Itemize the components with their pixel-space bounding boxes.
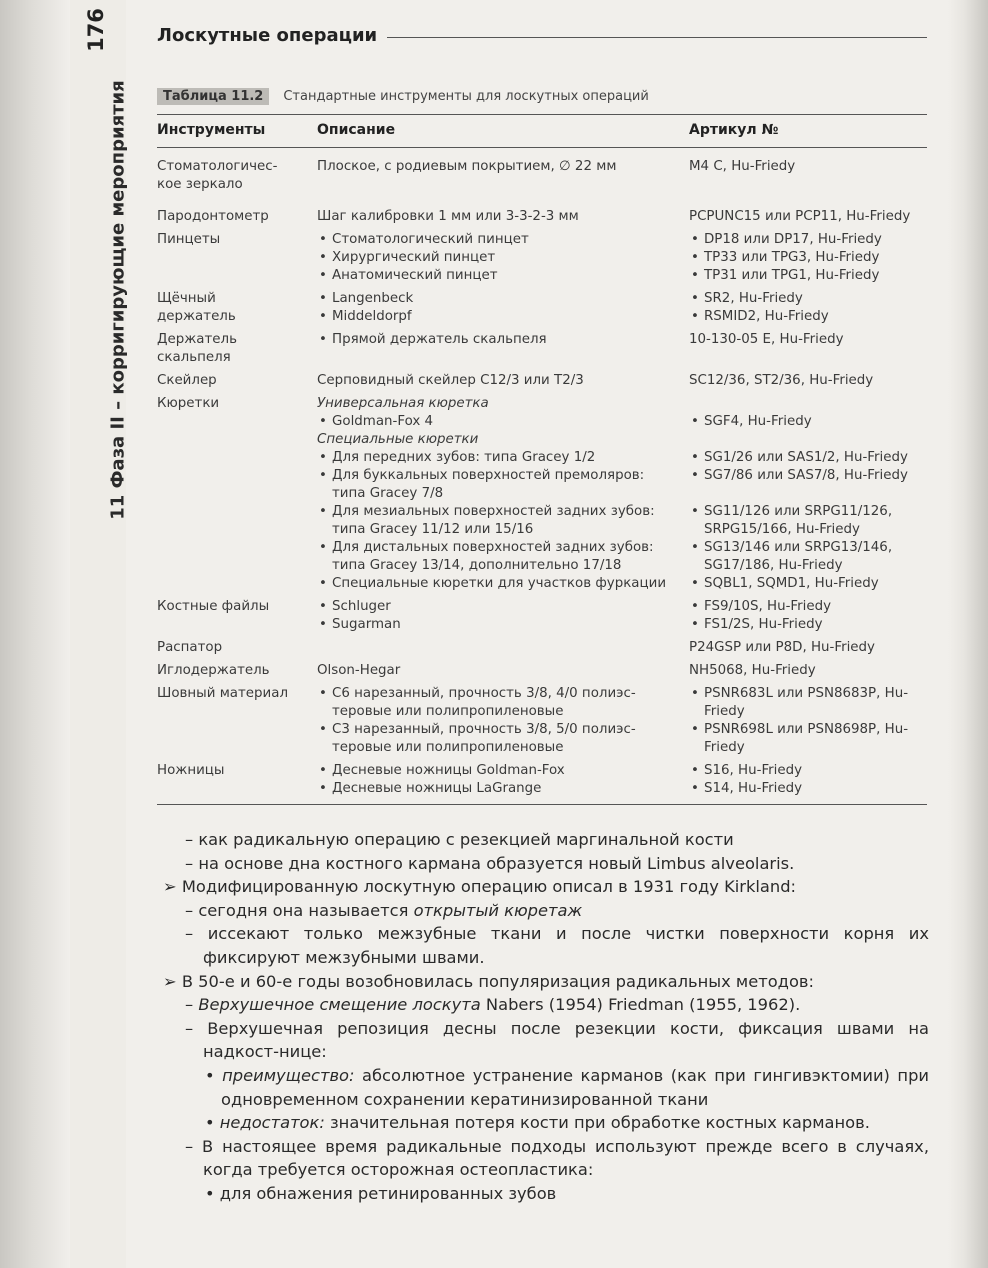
table-row <box>157 198 927 230</box>
instrument-description <box>317 198 689 230</box>
table-label: Таблица 11.2 <box>157 88 269 105</box>
article-number <box>689 684 927 761</box>
bullet-item: • Для мезиальных поверхностей задних зубов: типа Gracey 11/12 или 15/16 <box>317 503 671 539</box>
cell-line: P24GSP или P8D, Hu-Friedy <box>689 640 875 655</box>
emphasis: открытый кюретаж <box>413 900 583 920</box>
bullet-item: • SG1/26 или SAS1/2, Hu-Friedy <box>689 449 927 467</box>
text-run: абсолютное устранение карманов (как при гингивэктомии) при одновременном сохранении кератинизированной ткани <box>221 1065 929 1109</box>
text-run: • <box>205 1113 220 1133</box>
emphasis: преимущество: <box>222 1065 355 1085</box>
text-run: – как радикальную операцию с резекцией маргинальной кости <box>185 830 734 849</box>
cell-line <box>689 395 927 413</box>
bullet-item: • Стоматологический пинцет <box>317 231 671 249</box>
instrument-name: Распатор <box>157 640 223 655</box>
body-paragraph <box>157 828 929 852</box>
article-number <box>689 330 927 371</box>
bullet-item: • S14, Hu-Friedy <box>689 780 927 798</box>
bullet-item: • Для буккальных поверхностей премоляров: типа Gracey 7/8 <box>317 467 671 503</box>
cell-line: SC12/36, ST2/36, Hu-Friedy <box>689 373 874 388</box>
bullet-item: • Хирургический пинцет <box>317 249 671 267</box>
table-row <box>157 684 927 761</box>
running-title: Лоскутные операции <box>157 24 378 46</box>
article-number <box>689 394 927 597</box>
text-run: • <box>205 1065 223 1085</box>
instrument-name: Кюретки <box>157 396 220 411</box>
bullet-item: • SR2, Hu-Friedy <box>689 290 927 308</box>
instrument-name: Держатель скальпеля <box>157 332 237 365</box>
bullet-item: • SGF4, Hu-Friedy <box>689 413 927 431</box>
table-row <box>157 330 927 371</box>
text-run: ➢ Модифицированную лоскутную операцию описал в 1931 году Kirkland: <box>163 877 797 897</box>
instrument-description <box>317 684 689 761</box>
bullet-item: • S16, Hu-Friedy <box>689 762 927 780</box>
bullet-item: • C6 нарезанный, прочность 3/8, 4/0 полиэс-теровые или полипропиленовые <box>317 685 671 721</box>
article-number <box>689 661 927 684</box>
body-paragraph <box>157 1017 929 1064</box>
emphasis: недостаток: <box>219 1113 325 1133</box>
bullet-item: • Анатомический пинцет <box>317 267 671 285</box>
instrument-name: Иглодержатель <box>157 663 270 678</box>
table-row <box>157 761 927 805</box>
cell-line: Плоское, с родиевым покрытием, ∅ 22 мм <box>317 159 617 174</box>
body-paragraph <box>157 875 929 899</box>
instrument-name: Шовный материал <box>157 686 289 701</box>
cell-line: Шаг калибровки 1 мм или 3-3-2-3 мм <box>317 209 579 224</box>
article-number <box>689 230 927 289</box>
instrument-description <box>317 230 689 289</box>
article-number <box>689 638 927 661</box>
bullet-item: • Десневые ножницы Goldman-Fox <box>317 762 671 780</box>
table-row <box>157 661 927 684</box>
bullet-item: • TP33 или TPG3, Hu-Friedy <box>689 249 927 267</box>
text-run: – В настоящее время радикальные подходы используют прежде всего в случаях, когда требуется осторожная остеопластика: <box>185 1136 929 1180</box>
page-edge-shadow <box>948 0 988 1268</box>
text-run: – на основе дна костного кармана образуется новый Limbus alveolaris. <box>185 853 795 873</box>
bullet-item: • PSNR683L или PSN8683P, Hu-Friedy <box>689 685 927 721</box>
instrument-description <box>317 371 689 394</box>
header-article: Артикул № <box>689 115 927 148</box>
bullet-item: • SG11/126 или SRPG11/126, SRPG15/166, Hu-Friedy <box>689 503 927 539</box>
instrument-description <box>317 597 689 638</box>
cell-line: NH5068, Hu-Friedy <box>689 663 816 678</box>
bullet-item: • SG13/146 или SRPG13/146, SG17/186, Hu-Friedy <box>689 539 927 575</box>
instrument-description <box>317 761 689 805</box>
instrument-description <box>317 394 689 597</box>
table-row <box>157 597 927 638</box>
bullet-item: • SQBL1, SQMD1, Hu-Friedy <box>689 575 927 593</box>
running-header <box>157 20 927 50</box>
body-text <box>157 828 929 1206</box>
cell-line: M4 C, Hu-Friedy <box>689 159 796 174</box>
article-number <box>689 198 927 230</box>
bullet-item: • Schluger <box>317 598 671 616</box>
cell-line: Olson-Hegar <box>317 663 401 678</box>
article-number <box>689 371 927 394</box>
cell-line: 10-130-05 E, Hu-Friedy <box>689 332 844 347</box>
article-number <box>689 597 927 638</box>
bullet-item: • Goldman-Fox 4 <box>317 413 671 431</box>
text-run: • для обнажения ретинированных зубов <box>205 1183 557 1203</box>
instrument-name: Костные файлы <box>157 599 270 614</box>
text-run: – <box>185 995 199 1015</box>
header-rule <box>387 37 927 38</box>
instrument-name: Пародонтометр <box>157 209 269 224</box>
instrument-name: Стоматологичес-кое зеркало <box>157 159 278 192</box>
bullet-item: • SG7/86 или SAS7/8, Hu-Friedy <box>689 467 927 503</box>
emphasis: Верхушечное смещение лоскута <box>198 995 481 1015</box>
table-row <box>157 289 927 330</box>
instruments-table <box>157 114 927 805</box>
cell-line <box>689 431 927 449</box>
bullet-item: • DP18 или DP17, Hu-Friedy <box>689 231 927 249</box>
instrument-name: Пинцеты <box>157 232 221 247</box>
table-row <box>157 371 927 394</box>
bullet-item: • Специальные кюретки для участков фуркации <box>317 575 671 593</box>
article-number <box>689 289 927 330</box>
table-row <box>157 230 927 289</box>
cell-line: Серповидный скейлер C12/3 или T2/3 <box>317 373 584 388</box>
instrument-name: Скейлер <box>157 373 217 388</box>
body-paragraph <box>157 1064 929 1111</box>
instrument-name: Ножницы <box>157 761 317 805</box>
subheading: Универсальная кюретка <box>317 396 489 411</box>
bullet-item: • Middeldorpf <box>317 308 671 326</box>
bullet-item: • PSNR698L или PSN8698P, Hu-Friedy <box>689 721 927 757</box>
body-paragraph <box>157 970 929 994</box>
bullet-item: • FS1/2S, Hu-Friedy <box>689 616 927 634</box>
text-run: – иссекают только межзубные ткани и после чистки поверхности корня их фиксируют межзубными швами. <box>185 924 929 967</box>
instrument-description <box>317 330 689 371</box>
bullet-item: • Sugarman <box>317 616 671 634</box>
table-body <box>157 148 927 805</box>
chapter-tab: 11 Фаза II – корригирующие мероприятия <box>107 80 129 520</box>
body-paragraph <box>157 1135 929 1182</box>
body-paragraph <box>157 1111 929 1135</box>
table-row <box>157 394 927 597</box>
table-row <box>157 638 927 661</box>
table-caption-text: Стандартные инструменты для лоскутных операций <box>283 88 649 104</box>
bullet-item: • Для передних зубов: типа Gracey 1/2 <box>317 449 671 467</box>
bullet-item: • Десневые ножницы LaGrange <box>317 780 671 798</box>
bullet-item: • TP31 или TPG1, Hu-Friedy <box>689 267 927 285</box>
page-gutter-shadow <box>0 0 70 1268</box>
cell-line: PCPUNC15 или PCP11, Hu-Friedy <box>689 209 911 224</box>
body-paragraph <box>157 852 929 876</box>
table-header-row <box>157 115 927 148</box>
header-instruments: Инструменты <box>157 115 317 148</box>
body-paragraph <box>157 1182 929 1206</box>
instrument-name: Щёчный держатель <box>157 291 236 324</box>
bullet-item: • Для дистальных поверхностей задних зубов: типа Gracey 13/14, дополнительно 17/18 <box>317 539 671 575</box>
header-description: Описание <box>317 115 689 148</box>
bullet-item: • RSMID2, Hu-Friedy <box>689 308 927 326</box>
table-row <box>157 148 927 199</box>
body-paragraph <box>157 899 929 923</box>
bullet-item: • Langenbeck <box>317 290 671 308</box>
body-paragraph <box>157 993 929 1017</box>
bullet-item: • Прямой держатель скальпеля <box>317 331 671 349</box>
instrument-description <box>317 148 689 199</box>
page-number: 176 <box>84 8 108 52</box>
text-run: Nabers (1954) Friedman (1955, 1962). <box>480 995 801 1015</box>
bullet-item: • FS9/10S, Hu-Friedy <box>689 598 927 616</box>
text-run: значительная потеря кости при обработке костных карманов. <box>324 1113 870 1133</box>
text-run: ➢ В 50-е и 60-е годы возобновилась популяризация радикальных методов: <box>163 971 814 991</box>
instrument-description <box>317 289 689 330</box>
instrument-description <box>317 661 689 684</box>
article-number <box>689 761 927 805</box>
body-paragraph <box>157 922 929 969</box>
article-number <box>689 148 927 199</box>
text-run: – сегодня она называется <box>185 900 414 920</box>
subheading: Специальные кюретки <box>317 432 479 447</box>
table-caption <box>157 86 649 106</box>
instrument-description <box>317 638 689 661</box>
bullet-item: • C3 нарезанный, прочность 3/8, 5/0 полиэс-теровые или полипропиленовые <box>317 721 671 757</box>
text-run: – Верхушечная репозиция десны после резекции кости, фиксация швами на надкост-нице: <box>185 1018 929 1062</box>
